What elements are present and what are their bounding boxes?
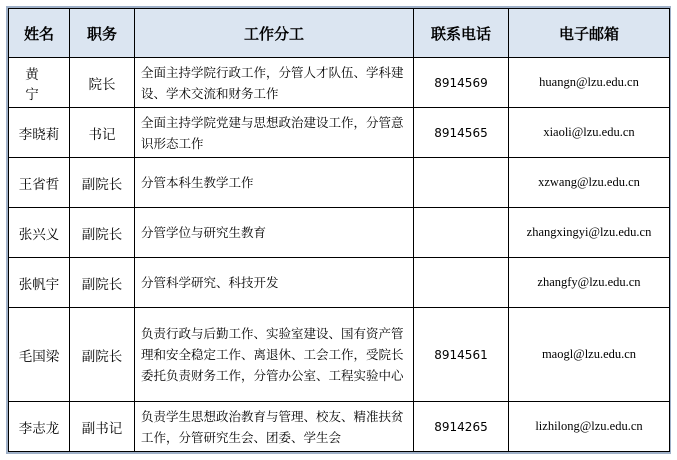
staff-duty-table [8, 8, 670, 452]
cell-phone: 8914265 [414, 402, 509, 452]
cell-email: xzwang@lzu.edu.cn [509, 158, 670, 208]
cell-email: xiaoli@lzu.edu.cn [509, 108, 670, 158]
cell-duty: 分管本科生教学工作 [135, 158, 414, 208]
cell-position: 副院长 [70, 258, 135, 308]
cell-duty: 分管科学研究、科技开发 [135, 258, 414, 308]
cell-name: 李志龙 [9, 402, 70, 452]
table-row [9, 208, 670, 258]
cell-position: 书记 [70, 108, 135, 158]
header-phone: 联系电话 [414, 9, 509, 58]
cell-phone: 8914569 [414, 58, 509, 108]
cell-phone [414, 208, 509, 258]
cell-email: zhangfy@lzu.edu.cn [509, 258, 670, 308]
table-row [9, 258, 670, 308]
cell-email: huangn@lzu.edu.cn [509, 58, 670, 108]
cell-position: 院长 [70, 58, 135, 108]
cell-name: 张帆宇 [9, 258, 70, 308]
cell-position: 副院长 [70, 158, 135, 208]
header-duty: 工作分工 [135, 9, 414, 58]
cell-position: 副院长 [70, 208, 135, 258]
table-row [9, 58, 670, 108]
cell-email: maogl@lzu.edu.cn [509, 308, 670, 402]
header-name: 姓名 [9, 9, 70, 58]
table-header-row [9, 9, 670, 58]
cell-email: lizhilong@lzu.edu.cn [509, 402, 670, 452]
cell-duty: 全面主持学院党建与思想政治建设工作，分管意识形态工作 [135, 108, 414, 158]
header-email: 电子邮箱 [509, 9, 670, 58]
cell-phone: 8914565 [414, 108, 509, 158]
cell-position: 副院长 [70, 308, 135, 402]
cell-phone: 8914561 [414, 308, 509, 402]
cell-duty: 分管学位与研究生教育 [135, 208, 414, 258]
table-row [9, 308, 670, 402]
table-row [9, 402, 670, 452]
cell-phone [414, 158, 509, 208]
cell-duty: 全面主持学院行政工作，分管人才队伍、学科建设、学术交流和财务工作 [135, 58, 414, 108]
cell-position: 副书记 [70, 402, 135, 452]
cell-name: 张兴义 [9, 208, 70, 258]
cell-name: 李晓莉 [9, 108, 70, 158]
cell-duty: 负责学生思想政治教育与管理、校友、精准扶贫工作，分管研究生会、团委、学生会 [135, 402, 414, 452]
header-position: 职务 [70, 9, 135, 58]
cell-name: 毛国梁 [9, 308, 70, 402]
cell-name: 王省哲 [9, 158, 70, 208]
table-row [9, 108, 670, 158]
cell-name: 黄 宁 [9, 58, 70, 108]
cell-duty: 负责行政与后勤工作、实验室建设、国有资产管理和安全稳定工作、离退休、工会工作，受院长委托负责财务工作，分管办公室、工程实验中心 [135, 308, 414, 402]
table-row [9, 158, 670, 208]
cell-email: zhangxingyi@lzu.edu.cn [509, 208, 670, 258]
cell-phone [414, 258, 509, 308]
